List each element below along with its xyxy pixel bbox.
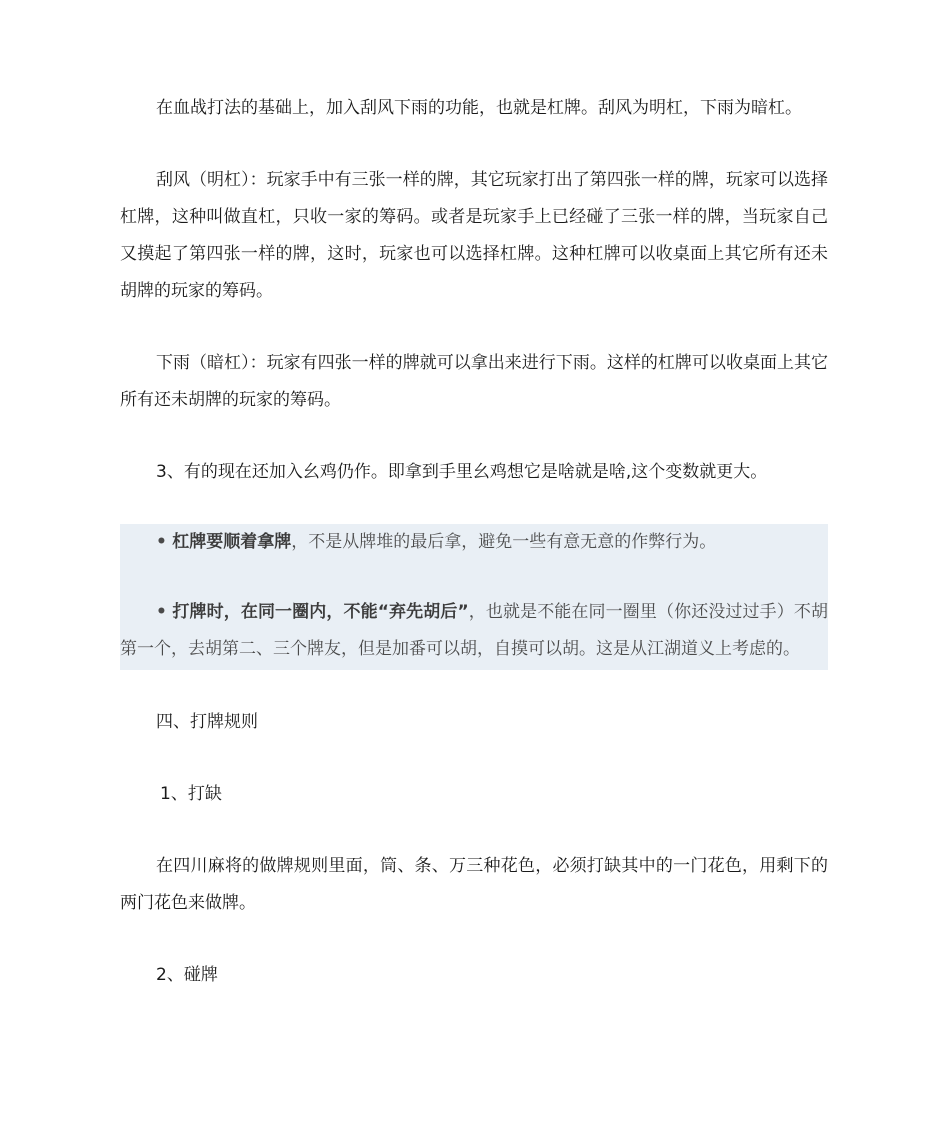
subheading-dague: 1、打缺 <box>160 784 222 804</box>
rule-item-gang-order-text: ，不是从牌堆的最后拿，避免一些有意无意的作弊行为。 <box>291 532 717 552</box>
bullet-icon: • <box>156 532 167 552</box>
rule-item-gang-order <box>120 524 828 561</box>
rule-item-no-skip-hu <box>120 594 828 668</box>
paragraph-yaoji: 3、有的现在还加入幺鸡仍作。即拿到手里幺鸡想它是啥就是啥,这个变数就更大。 <box>156 462 768 482</box>
subheading-pengpai: 2、碰牌 <box>156 965 218 985</box>
paragraph-xiayu: 下雨（暗杠）：玩家有四张一样的牌就可以拿出来进行下雨。这样的杠牌可以收桌面上其它所有还未胡牌的玩家的筹码。 <box>120 353 828 410</box>
bullet-icon: • <box>156 602 167 622</box>
section-heading-play-rules: 四、打牌规则 <box>156 712 258 732</box>
paragraph-dague: 在四川麻将的做牌规则里面，筒、条、万三种花色，必须打缺其中的一门花色，用剩下的两门花色来做牌。 <box>120 856 828 913</box>
highlighted-rules-box <box>120 524 828 670</box>
paragraph-guafeng: 刮风（明杠）：玩家手中有三张一样的牌，其它玩家打出了第四张一样的牌，玩家可以选择杠牌，这种叫做直杠，只收一家的筹码。或者是玩家手上已经碰了三张一样的牌，当玩家自己又摸起了第四张一样的牌，这时，玩家也可以选择杠牌。这种杠牌可以收桌面上其它所有还未胡牌的玩家的筹码。 <box>120 170 828 301</box>
rule-spacer <box>120 561 828 594</box>
paragraph-gang-intro: 在血战打法的基础上，加入刮风下雨的功能，也就是杠牌。刮风为明杠，下雨为暗杠。 <box>156 98 802 118</box>
document-page <box>120 90 828 994</box>
rule-item-gang-order-bold: 杠牌要顺着拿牌 <box>172 532 292 552</box>
rule-item-no-skip-hu-bold: 打牌时，在同一圈内，不能“弃先胡后” <box>172 602 469 622</box>
rule-item-no-skip-hu-text: ，也就是不能在同一圈里（你还没过过手）不胡第一个，去胡第二、三个牌友，但是加番可以胡，自摸可以胡。这是从江湖道义上考虑的。 <box>120 602 828 659</box>
